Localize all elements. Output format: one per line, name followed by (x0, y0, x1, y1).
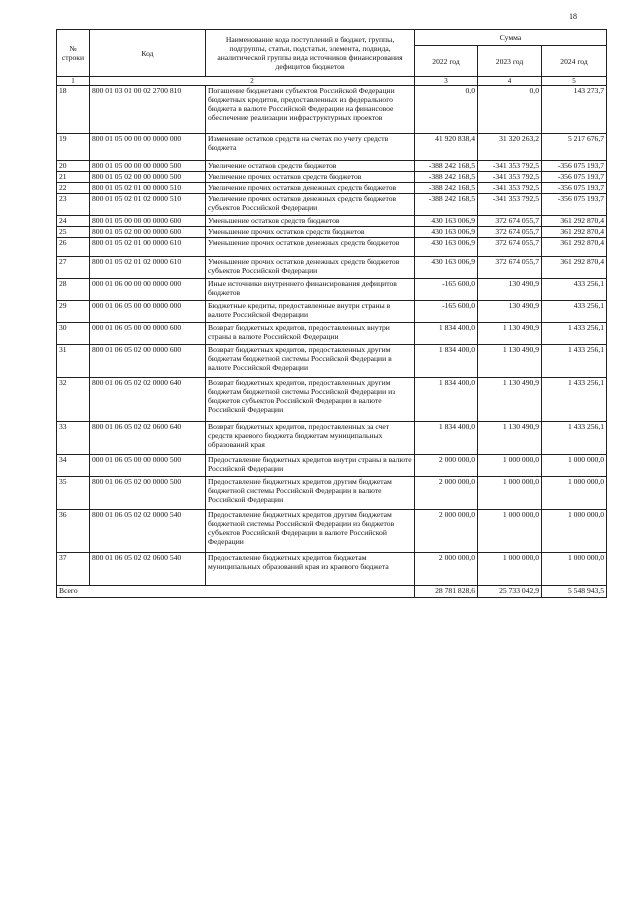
row-name: Возврат бюджетных кредитов, предоставленных за счет средств краевого бюджета бюджетам муниципальных образований края (206, 422, 415, 455)
row-name: Иные источники внутреннего финансирования дефицитов бюджетов (206, 279, 415, 301)
header-row-no: № строки (57, 30, 90, 77)
row-code: 800 01 05 02 00 00 0000 600 (90, 227, 206, 238)
row-number: 27 (57, 257, 90, 279)
row-value-2024: 1 433 256,1 (542, 422, 607, 455)
row-value-2022: 2 000 000,0 (415, 553, 478, 586)
row-name: Увеличение остатков средств бюджетов (206, 161, 415, 172)
row-value-2022: 2 000 000,0 (415, 477, 478, 510)
row-value-2024: 433 256,1 (542, 301, 607, 323)
row-name: Уменьшение прочих остатков средств бюджетов (206, 227, 415, 238)
row-value-2022: -388 242 168,5 (415, 183, 478, 194)
row-number: 28 (57, 279, 90, 301)
row-number: 29 (57, 301, 90, 323)
row-value-2023: -341 353 792,5 (478, 172, 542, 183)
row-name: Предоставление бюджетных кредитов внутри страны в валюте Российской Федерации (206, 455, 415, 477)
col-num-5: 5 (542, 77, 607, 86)
row-code: 800 01 05 02 01 02 0000 510 (90, 194, 206, 216)
row-code: 800 01 06 05 02 02 0000 540 (90, 510, 206, 553)
header-code: Код (90, 30, 206, 77)
row-value-2022: 1 834 400,0 (415, 323, 478, 345)
row-value-2022: 430 163 006,9 (415, 216, 478, 227)
row-number: 32 (57, 378, 90, 422)
header-name: Наименование кода поступлений в бюджет, группы, подгруппы, статьи, подстатьи, элемента, подвида, аналитической группы вида источников финансирования дефицитов бюджетов (206, 30, 415, 77)
row-code: 800 01 06 05 02 00 0000 500 (90, 477, 206, 510)
row-number: 18 (57, 86, 90, 134)
row-value-2023: 1 000 000,0 (478, 455, 542, 477)
row-value-2023: 372 674 055,7 (478, 227, 542, 238)
row-number: 24 (57, 216, 90, 227)
row-value-2022: -388 242 168,5 (415, 194, 478, 216)
table-row (57, 455, 607, 477)
row-code: 800 01 06 05 02 02 0600 540 (90, 553, 206, 586)
total-row (57, 586, 607, 598)
row-value-2024: -356 075 193,7 (542, 172, 607, 183)
row-number: 25 (57, 227, 90, 238)
row-value-2022: -165 600,0 (415, 279, 478, 301)
row-number: 26 (57, 238, 90, 257)
row-code: 000 01 06 00 00 00 0000 000 (90, 279, 206, 301)
row-value-2024: 361 292 870,4 (542, 216, 607, 227)
row-name: Изменение остатков средств на счетах по учету средств бюджета (206, 134, 415, 161)
row-name: Увеличение прочих остатков средств бюджетов (206, 172, 415, 183)
row-value-2024: 5 217 676,7 (542, 134, 607, 161)
row-number: 33 (57, 422, 90, 455)
row-value-2022: 1 834 400,0 (415, 378, 478, 422)
col-num-4: 4 (478, 77, 542, 86)
row-code: 800 01 06 05 02 02 0600 640 (90, 422, 206, 455)
row-number: 23 (57, 194, 90, 216)
row-value-2023: 372 674 055,7 (478, 216, 542, 227)
col-num-3: 3 (415, 77, 478, 86)
row-code: 800 01 05 00 00 00 0000 500 (90, 161, 206, 172)
row-code: 800 01 05 02 00 00 0000 500 (90, 172, 206, 183)
row-value-2023: 372 674 055,7 (478, 238, 542, 257)
row-value-2023: 1 000 000,0 (478, 477, 542, 510)
row-name: Предоставление бюджетных кредитов другим бюджетам бюджетной системы Российской Федерации из бюджетов субъектов Российской Федерации в валюте Российской Федерации (206, 510, 415, 553)
row-number: 20 (57, 161, 90, 172)
row-number: 34 (57, 455, 90, 477)
table-row (57, 172, 607, 183)
row-value-2023: 1 130 490,9 (478, 422, 542, 455)
row-name: Погашение бюджетами субъектов Российской Федерации бюджетных кредитов, предоставленных из федерального бюджета в валюте Российской Федерации на финансовое обеспечение реализации инфраструктурных проектов (206, 86, 415, 134)
table-row (57, 422, 607, 455)
row-value-2022: 430 163 006,9 (415, 227, 478, 238)
row-value-2024: -356 075 193,7 (542, 183, 607, 194)
row-value-2022: 430 163 006,9 (415, 238, 478, 257)
row-value-2023: -341 353 792,5 (478, 194, 542, 216)
row-value-2023: 1 130 490,9 (478, 323, 542, 345)
row-number: 36 (57, 510, 90, 553)
row-value-2023: 31 320 263,2 (478, 134, 542, 161)
table-row (57, 227, 607, 238)
row-number: 21 (57, 172, 90, 183)
row-value-2024: 1 433 256,1 (542, 345, 607, 378)
row-value-2022: -165 600,0 (415, 301, 478, 323)
header-sum: Сумма (415, 30, 607, 46)
table-row (57, 553, 607, 586)
row-value-2024: 1 433 256,1 (542, 323, 607, 345)
row-code: 800 01 05 00 00 00 0000 600 (90, 216, 206, 227)
row-code: 800 01 05 02 01 02 0000 610 (90, 257, 206, 279)
table-row (57, 194, 607, 216)
row-value-2022: 0,0 (415, 86, 478, 134)
row-value-2023: 130 490,9 (478, 301, 542, 323)
row-value-2022: 2 000 000,0 (415, 455, 478, 477)
row-name: Уменьшение прочих остатков денежных средств бюджетов субъектов Российской Федерации (206, 257, 415, 279)
row-code: 000 01 06 05 00 00 0000 000 (90, 301, 206, 323)
row-value-2022: 1 834 400,0 (415, 422, 478, 455)
table-row (57, 216, 607, 227)
row-number: 37 (57, 553, 90, 586)
row-value-2023: -341 353 792,5 (478, 183, 542, 194)
row-value-2024: 1 433 256,1 (542, 378, 607, 422)
row-name: Увеличение прочих остатков денежных средств бюджетов (206, 183, 415, 194)
row-name: Предоставление бюджетных кредитов бюджетам муниципальных образований края из краевого бюджета (206, 553, 415, 586)
row-code: 800 01 03 01 00 02 2700 810 (90, 86, 206, 134)
total-label: Всего (57, 586, 415, 598)
row-code: 800 01 05 00 00 00 0000 000 (90, 134, 206, 161)
row-code: 800 01 06 05 02 00 0000 600 (90, 345, 206, 378)
row-value-2023: 372 674 055,7 (478, 257, 542, 279)
table-row (57, 183, 607, 194)
table-row (57, 161, 607, 172)
header-year-2024: 2024 год (542, 46, 607, 77)
row-value-2024: -356 075 193,7 (542, 194, 607, 216)
row-name: Уменьшение прочих остатков денежных средств бюджетов (206, 238, 415, 257)
column-numbers-row (57, 77, 607, 86)
row-name: Предоставление бюджетных кредитов другим бюджетам бюджетной системы Российской Федерации в валюте Российской Федерации (206, 477, 415, 510)
table-row (57, 257, 607, 279)
row-value-2024: 361 292 870,4 (542, 257, 607, 279)
table-row (57, 86, 607, 134)
header-year-2022: 2022 год (415, 46, 478, 77)
table-row (57, 378, 607, 422)
table-row (57, 279, 607, 301)
row-code: 800 01 05 02 01 00 0000 610 (90, 238, 206, 257)
row-code: 000 01 06 05 00 00 0000 600 (90, 323, 206, 345)
row-value-2023: 1 000 000,0 (478, 510, 542, 553)
row-value-2024: -356 075 193,7 (542, 161, 607, 172)
row-value-2024: 361 292 870,4 (542, 238, 607, 257)
col-num-2: 2 (90, 77, 415, 86)
row-value-2023: 1 130 490,9 (478, 345, 542, 378)
row-value-2022: 430 163 006,9 (415, 257, 478, 279)
table-row (57, 477, 607, 510)
row-value-2022: 41 920 838,4 (415, 134, 478, 161)
row-value-2022: -388 242 168,5 (415, 161, 478, 172)
table-row (57, 238, 607, 257)
row-value-2022: 2 000 000,0 (415, 510, 478, 553)
table-row (57, 134, 607, 161)
table-row (57, 510, 607, 553)
row-value-2023: 0,0 (478, 86, 542, 134)
row-value-2024: 143 273,7 (542, 86, 607, 134)
row-value-2024: 1 000 000,0 (542, 455, 607, 477)
header-year-2023: 2023 год (478, 46, 542, 77)
row-value-2024: 1 000 000,0 (542, 510, 607, 553)
total-2023: 25 733 042,9 (478, 586, 542, 598)
row-value-2022: -388 242 168,5 (415, 172, 478, 183)
table-row (57, 301, 607, 323)
row-value-2022: 1 834 400,0 (415, 345, 478, 378)
sources-financing-table (56, 29, 607, 598)
row-value-2023: 130 490,9 (478, 279, 542, 301)
row-value-2023: -341 353 792,5 (478, 161, 542, 172)
row-code: 800 01 05 02 01 00 0000 510 (90, 183, 206, 194)
row-number: 30 (57, 323, 90, 345)
table-row (57, 345, 607, 378)
row-value-2024: 1 000 000,0 (542, 477, 607, 510)
row-name: Увеличение прочих остатков денежных средств бюджетов субъектов Российской Федерации (206, 194, 415, 216)
page-number: 18 (569, 12, 577, 21)
row-code: 800 01 06 05 02 02 0000 640 (90, 378, 206, 422)
row-value-2023: 1 130 490,9 (478, 378, 542, 422)
row-name: Возврат бюджетных кредитов, предоставленных другим бюджетам бюджетной системы Российской Федерации из бюджетов субъектов Российской Федерации в валюте Российской Федерации (206, 378, 415, 422)
row-number: 31 (57, 345, 90, 378)
row-number: 19 (57, 134, 90, 161)
total-2024: 5 548 943,5 (542, 586, 607, 598)
row-number: 35 (57, 477, 90, 510)
row-name: Уменьшение остатков средств бюджетов (206, 216, 415, 227)
row-name: Возврат бюджетных кредитов, предоставленных внутри страны в валюте Российской Федерации (206, 323, 415, 345)
row-value-2024: 433 256,1 (542, 279, 607, 301)
row-value-2023: 1 000 000,0 (478, 553, 542, 586)
table-row (57, 323, 607, 345)
row-name: Возврат бюджетных кредитов, предоставленных другим бюджетам бюджетной системы Российской Федерации в валюте Российской Федерации (206, 345, 415, 378)
col-num-1: 1 (57, 77, 90, 86)
row-name: Бюджетные кредиты, предоставленные внутри страны в валюте Российской Федерации (206, 301, 415, 323)
row-number: 22 (57, 183, 90, 194)
row-code: 000 01 06 05 00 00 0000 500 (90, 455, 206, 477)
total-2022: 28 781 828,6 (415, 586, 478, 598)
row-value-2024: 361 292 870,4 (542, 227, 607, 238)
row-value-2024: 1 000 000,0 (542, 553, 607, 586)
